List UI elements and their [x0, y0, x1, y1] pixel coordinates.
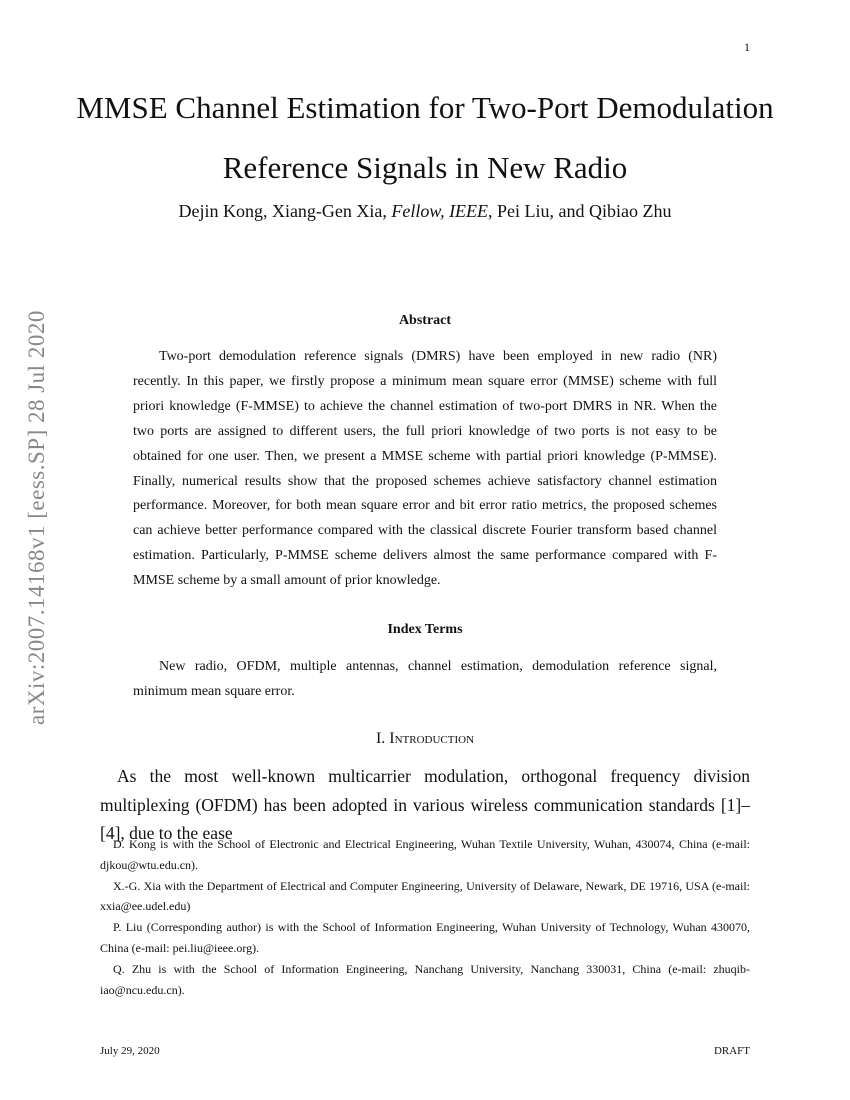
paper-title: MMSE Channel Estimation for Two-Port Demodulation Reference Signals in New Radio [76, 90, 774, 185]
footnote: X.-G. Xia with the Department of Electrical and Computer Engineering, University of Delaware, Newark, DE 19716, USA (e-mail: xxia@ee.udel.edu) [100, 878, 750, 914]
authors-part-1: Dejin Kong, Xiang-Gen Xia, [178, 201, 392, 221]
authors-part-2: , Pei Liu, and Qibiao Zhu [488, 201, 672, 221]
arxiv-identifier: arXiv:2007.14168v1 [eess.SP] 28 Jul 2020 [24, 310, 49, 726]
index-terms-text: New radio, OFDM, multiple antennas, channel estimation, demodulation reference signal, minimum mean square error. [133, 659, 717, 699]
footnote: Q. Zhu is with the School of Information Engineering, Nanchang University, Nanchang 330031, China (e-mail: zhuqib-iao@ncu.edu.cn). [100, 961, 750, 997]
footnote: D. Kong is with the School of Electronic and Electrical Engineering, Wuhan Textile University, Wuhan, 430074, China (e-mail: djkou@wtu.edu.cn). [100, 837, 750, 872]
introduction-heading [60, 730, 790, 748]
index-terms-heading: Index Terms [387, 622, 463, 637]
abstract-text: Two-port demodulation reference signals (DMRS) have been employed in new radio (NR) recently. In this paper, we firstly propose a minimum mean square error (MMSE) scheme with full priori knowledge (F-MMSE) to achieve the channel estimation of two-port DMRS in NR. When the two ports are assigned to different users, the full priori knowledge of two ports is not easy to be obtained for one user. Then, we present a MMSE scheme with partial priori knowledge (P-MMSE). Finally, numerical results show that the proposed schemes achieve satisfactory channel estimation performance. Moreover, for both mean square error and bit error ratio metrics, the proposed schemes can achieve better performance compared with the classical discrete Fourier transform based channel estimation. Particularly, P-MMSE scheme delivers almost the same performance compared with F-MMSE scheme by a small amount of prior knowledge. [133, 349, 717, 589]
footer-date: July 29, 2020 [100, 1045, 160, 1057]
page-number: 1 [744, 40, 750, 54]
footer-draft-label: DRAFT [713, 1045, 750, 1057]
author-list [60, 201, 790, 222]
authors-fellow: Fellow, IEEE [391, 201, 489, 221]
abstract-heading: Abstract [398, 313, 452, 328]
author-footnotes [100, 834, 750, 1000]
footnote: P. Liu (Corresponding author) is with the School of Information Engineering, Wuhan University of Technology, Wuhan 430070, China (e-mail: pei.liu@ieee.org). [100, 920, 750, 955]
section-title: Introduction [389, 730, 475, 747]
section-number: I. [375, 730, 390, 747]
introduction-text: As the most well-known multicarrier modulation, orthogonal frequency division multiplexing (OFDM) has been adopted in various wireless communication standards [1]–[4], due to the ease [100, 766, 750, 843]
